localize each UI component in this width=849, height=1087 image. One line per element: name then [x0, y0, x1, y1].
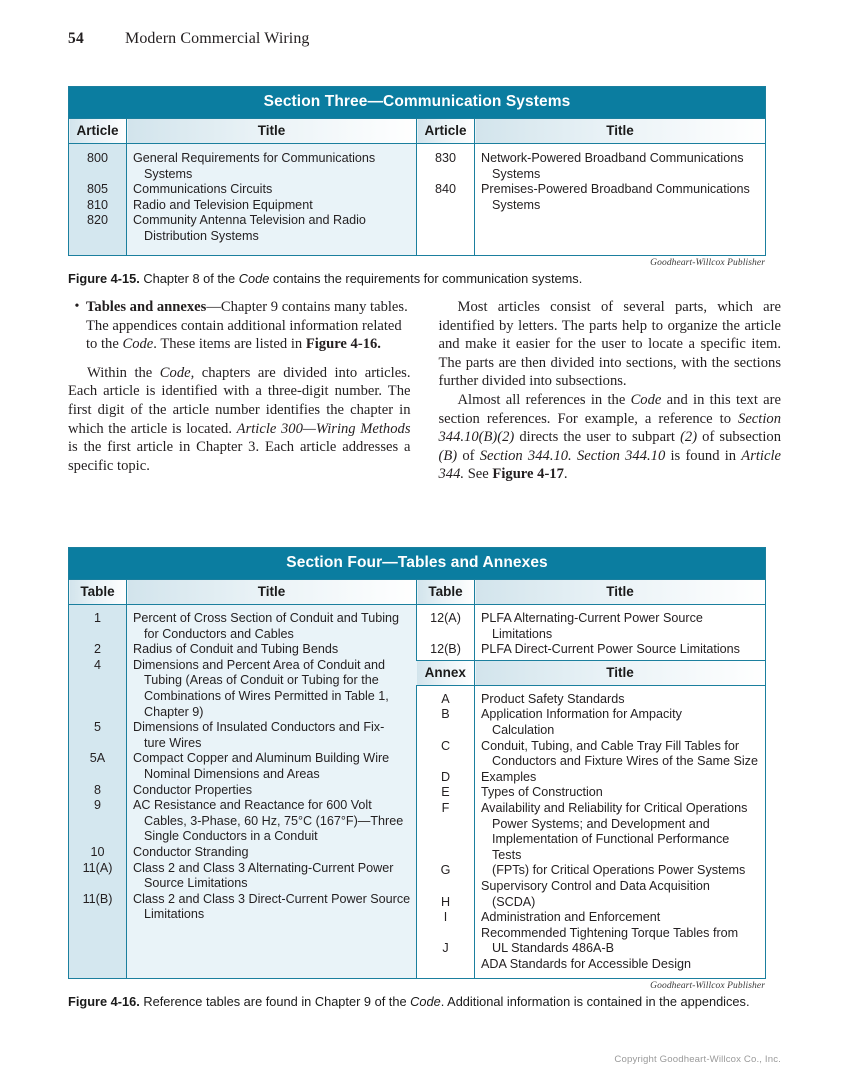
table2-column-header-row [69, 580, 766, 605]
article-title: General Requirements for Communications Systems [133, 151, 376, 181]
footer-copyright: Copyright Goodheart-Willcox Co., Inc. [614, 1054, 781, 1065]
table-banner-title: Section Three—Communication Systems [69, 87, 766, 119]
right-p2-figure-ref: Figure 4-17 [492, 466, 564, 483]
article-title: Premises-Powered Broadband Communications Systems [481, 182, 750, 212]
running-head [68, 30, 781, 54]
figure-4-16-credit: Goodheart-Willcox Publisher [650, 981, 765, 992]
table-number: 11(B) [82, 891, 113, 906]
figure-4-16-caption-text-2: . Additional information is contained in the appendices. [440, 994, 750, 1010]
right-p2-italic-article: Article 344. [438, 447, 781, 483]
right-p2-text-g: is found in [665, 447, 742, 464]
table-body-row [69, 144, 766, 256]
right-p2-text-a: Almost all references in the [457, 391, 631, 408]
right-p2-italic-section-2: Section 344.10 [576, 447, 666, 464]
annex-letter: G [440, 863, 451, 878]
table-number: 12(A) [430, 611, 461, 625]
article-number: 810 [86, 197, 108, 212]
right-p2-italic-section: Section 344.10. [479, 447, 572, 464]
right-p2-italic-section-ref: Section 344.10(B)(2) [438, 410, 781, 446]
table-title: PLFA Direct-Current Power Source Limitations [481, 642, 740, 657]
table-column-header-row [69, 119, 766, 144]
annex-title-column [475, 685, 766, 979]
article-title: Network-Powered Broadband Communications Systems [481, 151, 744, 181]
figure-4-15 [68, 86, 765, 287]
table-title: Class 2 and Class 3 Alternating-Current Power Source Limitations [133, 860, 394, 891]
table-number-column-right [417, 605, 475, 661]
body-column-right [439, 298, 782, 484]
table-title: Compact Copper and Aluminum Building Wire Nominal Dimensions and Areas [133, 751, 390, 781]
article-title: Radio and Television Equipment [133, 197, 313, 212]
book-title: Modern Commercial Wiring [125, 30, 310, 47]
left-paragraph-1 [68, 364, 411, 476]
figure-4-16-caption-label: Figure 4-16. [68, 994, 140, 1010]
right-p2-text-b: and in this text are section references. For example, a reference to [438, 391, 781, 427]
figure-4-16 [68, 547, 765, 1010]
table-number: 8 [93, 782, 101, 797]
figure-4-15-caption-italic: Code [238, 270, 270, 286]
annex-letter: J [442, 941, 449, 956]
figure-4-15-caption [68, 270, 765, 287]
annex-letter: B [441, 707, 450, 722]
communication-systems-table [68, 86, 766, 256]
table-number: 5 [93, 720, 101, 735]
table-number: 12(B) [430, 642, 461, 657]
right-paragraph-1: Most articles consist of several parts, which are identified by letters. The parts help to organize the article and make it easier for the user to locate a specific item. The parts are then divided into sections, with the sections further divided into subsections. [438, 299, 781, 390]
figure-4-15-credit: Goodheart-Willcox Publisher [650, 257, 765, 268]
right-paragraph-2 [439, 391, 782, 484]
table-title: Percent of Cross Section of Conduit and Tubing for Conductors and Cables [133, 611, 400, 641]
annex-letter: C [440, 738, 451, 753]
figure-4-15-caption-label: Figure 4-15. [68, 270, 140, 286]
right-p2-italic-subsection: (B) [438, 447, 458, 464]
annex-title: Types of Construction [481, 785, 603, 800]
col-header-article-left: Article [69, 119, 127, 144]
col-header-annex: Annex [417, 660, 475, 685]
bullet-text-2: . These items are listed in [153, 336, 306, 353]
annex-letter: H [440, 894, 451, 909]
table-title: Class 2 and Class 3 Direct-Current Power Source Limitations [133, 891, 411, 922]
table-title: Conductor Properties [133, 782, 253, 797]
annex-letter: I [443, 910, 448, 925]
table-number: 11(A) [82, 860, 113, 875]
bullet-list-item [68, 298, 411, 354]
left-p1-italic-article: Article 300—Wiring Methods [236, 420, 411, 437]
article-number: 800 [86, 151, 108, 165]
right-p2-italic-code: Code [630, 391, 662, 408]
table2-banner-row [69, 548, 766, 580]
table-number: 5A [89, 751, 106, 766]
article-number: 840 [434, 182, 456, 197]
tables-and-annexes-table [68, 547, 766, 979]
table-banner-row [69, 87, 766, 119]
table-title-column-left [127, 605, 417, 979]
article-number: 830 [434, 151, 456, 165]
table-number: 1 [93, 611, 101, 625]
right-p2-text-c: directs the user to subpart [514, 429, 681, 446]
figure-4-16-caption-italic: Code [410, 994, 441, 1010]
table-number: 9 [93, 798, 101, 813]
annex-letter-column [417, 685, 475, 979]
table-number: 2 [93, 642, 101, 657]
article-number-column-left [69, 144, 127, 256]
figure-4-16-caption [68, 993, 765, 1010]
left-p1-text-a: Within the [87, 364, 160, 381]
annex-letter: A [441, 691, 450, 706]
right-p2-text-e: of [457, 447, 480, 464]
table-title: Dimensions and Percent Area of Conduit and Tubing (Areas of Conduit or Tubing for the Combinations of Wires Permitted in Table 1, Chapter 9) [133, 657, 389, 719]
table-title: PLFA Alternating-Current Power Source Limitations [481, 611, 703, 641]
col-header-table-left: Table [69, 580, 127, 605]
table-title-column-right [475, 605, 766, 661]
table2-banner-title: Section Four—Tables and Annexes [69, 548, 766, 580]
article-number-column-right [417, 144, 475, 256]
table2-body-row [69, 605, 766, 661]
col-header-table-right: Table [417, 580, 475, 605]
table-number-column-left [69, 605, 127, 979]
article-number: 820 [86, 213, 108, 228]
figure-4-15-caption-text-2: contains the requirements for communication systems. [269, 270, 583, 286]
col-header-title-left: Title [127, 119, 417, 144]
table-title: Radius of Conduit and Tubing Bends [133, 642, 339, 657]
annex-title: Examples [481, 769, 537, 784]
annex-title: Recommended Tightening Torque Tables from UL Standards 486A-B [481, 925, 739, 956]
col-header-title2-right: Title [475, 580, 766, 605]
annex-letter: E [441, 785, 450, 800]
bullet-text-1: —Chapter 9 contains many tables. The appendices contain additional information related to the [86, 299, 408, 353]
article-title-column-right [475, 144, 766, 256]
table-number: 4 [93, 657, 101, 672]
annex-title: Conduit, Tubing, and Cable Tray Fill Tables for Conductors and Fixture Wires of the Same Size [481, 738, 758, 769]
col-header-title-right: Title [475, 119, 766, 144]
left-p1-text-b: chapters are divided into articles. Each article is identified with a three-digit number. The first digit of the article number identifies the chapter in which the article is located. [68, 364, 411, 437]
annex-title: Product Safety Standards [481, 691, 625, 706]
article-number: 805 [86, 182, 108, 197]
annex-title: Supervisory Control and Data Acquisition (SCDA) [481, 878, 710, 909]
bullet-italic-code: Code [122, 336, 154, 353]
page-number: 54 [68, 30, 84, 47]
annex-letter: F [441, 800, 450, 815]
article-title: Communications Circuits [133, 182, 273, 197]
bullet-figure-ref: Figure 4-16. [305, 336, 381, 353]
table-title: Dimensions of Insulated Conductors and Fix- ture Wires [133, 720, 385, 750]
annex-letter: D [440, 769, 451, 784]
article-title-column-left [127, 144, 417, 256]
bullet-dot-icon: • [74, 299, 80, 314]
body-text-columns [68, 298, 781, 484]
annex-title: ADA Standards for Accessible Design [481, 956, 692, 971]
bullet-item-text [86, 298, 411, 354]
annex-title: Administration and Enforcement [481, 910, 661, 925]
figure-4-16-caption-text-1: Reference tables are found in Chapter 9 of the [139, 994, 411, 1010]
right-p2-text-i: . [563, 466, 568, 483]
left-p1-italic-code: Code, [159, 364, 195, 381]
right-p2-text-d: of subsection [697, 429, 781, 446]
body-column-left [68, 298, 411, 484]
article-title: Community Antenna Television and Radio Distribution Systems [133, 213, 366, 243]
table-title: Conductor Stranding [133, 844, 249, 859]
col-header-article-right: Article [417, 119, 475, 144]
bullet-term: Tables and annexes [86, 299, 207, 315]
right-p2-italic-subpart: (2) [680, 429, 698, 446]
table-title: AC Resistance and Reactance for 600 Volt Cables, 3-Phase, 60 Hz, 75°C (167°F)—Three Single Conductors in a Conduit [133, 798, 404, 844]
right-p2-text-h: See [464, 466, 493, 483]
annex-title: Application Information for Ampacity Calculation [481, 707, 682, 737]
figure-4-15-caption-text-1: Chapter 8 of the [139, 270, 239, 286]
left-p1-text-c: is the first article in Chapter 3. Each article addresses a specific topic. [68, 439, 411, 474]
table-number: 10 [90, 844, 105, 859]
col-header-annex-title: Title [475, 660, 766, 685]
col-header-title2-left: Title [127, 580, 417, 605]
annex-title: Availability and Reliability for Critical Operations Power Systems; and Development and Implementation of Functional Performance Tests (FPTs) for Critical Operations Power Systems [481, 800, 748, 878]
